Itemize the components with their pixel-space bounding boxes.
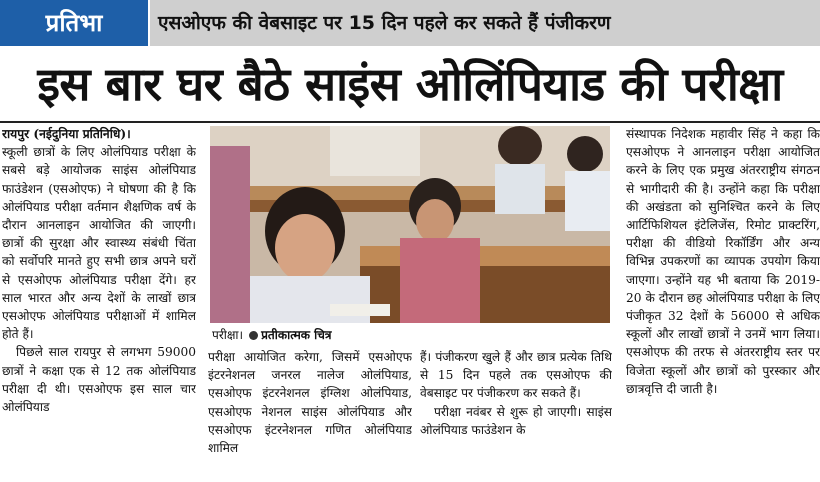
- paragraph: परीक्षा आयोजित करेगा, जिसमें एसओएफ इंटरनेशनल जनरल नालेज ओलंपियाड, एसओएफ इंटरनेशनल इंग्लिश ओलंपियाड, एसओएफ नेशनल साइंस ओलंपियाड और एसओएफ इंटरनेशनल गणित ओलंपियाड शामिल: [208, 350, 412, 456]
- headline: इस बार घर बैठे साइंस ओलिंपियाड की परीक्षा: [37, 57, 783, 111]
- article-column-4: [626, 125, 820, 480]
- paragraph: परीक्षा नवंबर से शुरू हो जाएगी। साइंस ओलंपियाड फाउंडेशन के: [420, 404, 612, 437]
- article-header-bar: [0, 0, 820, 46]
- article-column-3: [420, 348, 612, 480]
- dateline: रायपुर (नईदुनिया प्रतिनिधि)।: [2, 127, 131, 141]
- section-tag: प्रतिभा: [0, 0, 148, 46]
- article-column-1: [2, 125, 196, 480]
- students-photo-illustration: [210, 126, 610, 323]
- article-photo: [210, 126, 610, 323]
- caption-credit: प्रतीकात्मक चित्र: [261, 328, 332, 342]
- bullet-icon: [249, 331, 258, 340]
- kicker-bar: [150, 0, 820, 46]
- paragraph: पिछले साल रायपुर से लगभग 59000 छात्रों ने कक्षा एक से 12 तक ओलंपियाड परीक्षा दी थी। एसओएफ इस साल चार ओलंपियाड: [2, 345, 196, 415]
- kicker-text: एसओएफ की वेबसाइट पर 15 दिन पहले कर सकते हैं पंजीकरण: [158, 12, 611, 34]
- paragraph: संस्थापक निदेशक महावीर सिंह ने कहा कि एसओएफ ने आनलाइन परीक्षा आयोजित करने के लिए एक प्रमुख अंतरराष्ट्रीय संगठन से भागीदारी की है। उन्होंने कहा कि परीक्षा की अखंडता को सुनिश्चित करने के लिए आर्टिफिशियल इंटेलिजेंस, रिमोट प्राक्टरिंग, परीक्षा की वीडियो रिकॉर्डिंग और अन्य विभिन्न उपकरणों का व्यापक उपयोग किया जाएगा। उन्होंने यह भी बताया कि 2019-20 के दौरान छह ओलंपियाड परीक्षा के लिए पंजीकृत 32 देशों के 56000 से अधिक स्कूलों और लाखों छात्रों ने उनमें भाग लिया। एसओएफ की तरफ से अंतरराष्ट्रीय स्तर पर विजेता स्कूलों और छात्रों को पुरस्कार और छात्रवृत्ति दी जाती है।: [626, 127, 820, 396]
- article-column-2: [208, 348, 412, 480]
- headline-rule: [0, 121, 820, 123]
- photo-caption: [212, 326, 332, 344]
- caption-place: परीक्षा।: [212, 328, 244, 342]
- paragraph: स्कूली छात्रों के लिए ओलंपियाड परीक्षा के सबसे बड़े आयोजक साइंस ओलंपियाड फाउंडेशन (एसओएफ) ने घोषणा की है कि ओलंपियाड परीक्षा वर्तमान शैक्षणिक वर्ष के दौरान आनलाइन आयोजित की जाएगी। छात्रों की सुरक्षा और स्वास्थ्य संबंधी चिंता को सर्वोपरि मानते हुए सभी छात्र अपने घरों से एसओएफ ओलंपियाड परीक्षा देंगे। हर साल भारत और अन्य देशों के लाखों छात्र एसओएफ ओलंपियाड परीक्षाओं में शामिल होते हैं।: [2, 145, 196, 342]
- paragraph: हैं। पंजीकरण खुले हैं और छात्र प्रत्येक तिथि से 15 दिन पहले तक एसओएफ की वेबसाइट पर पंजीकरण कर सकते हैं।: [420, 350, 612, 401]
